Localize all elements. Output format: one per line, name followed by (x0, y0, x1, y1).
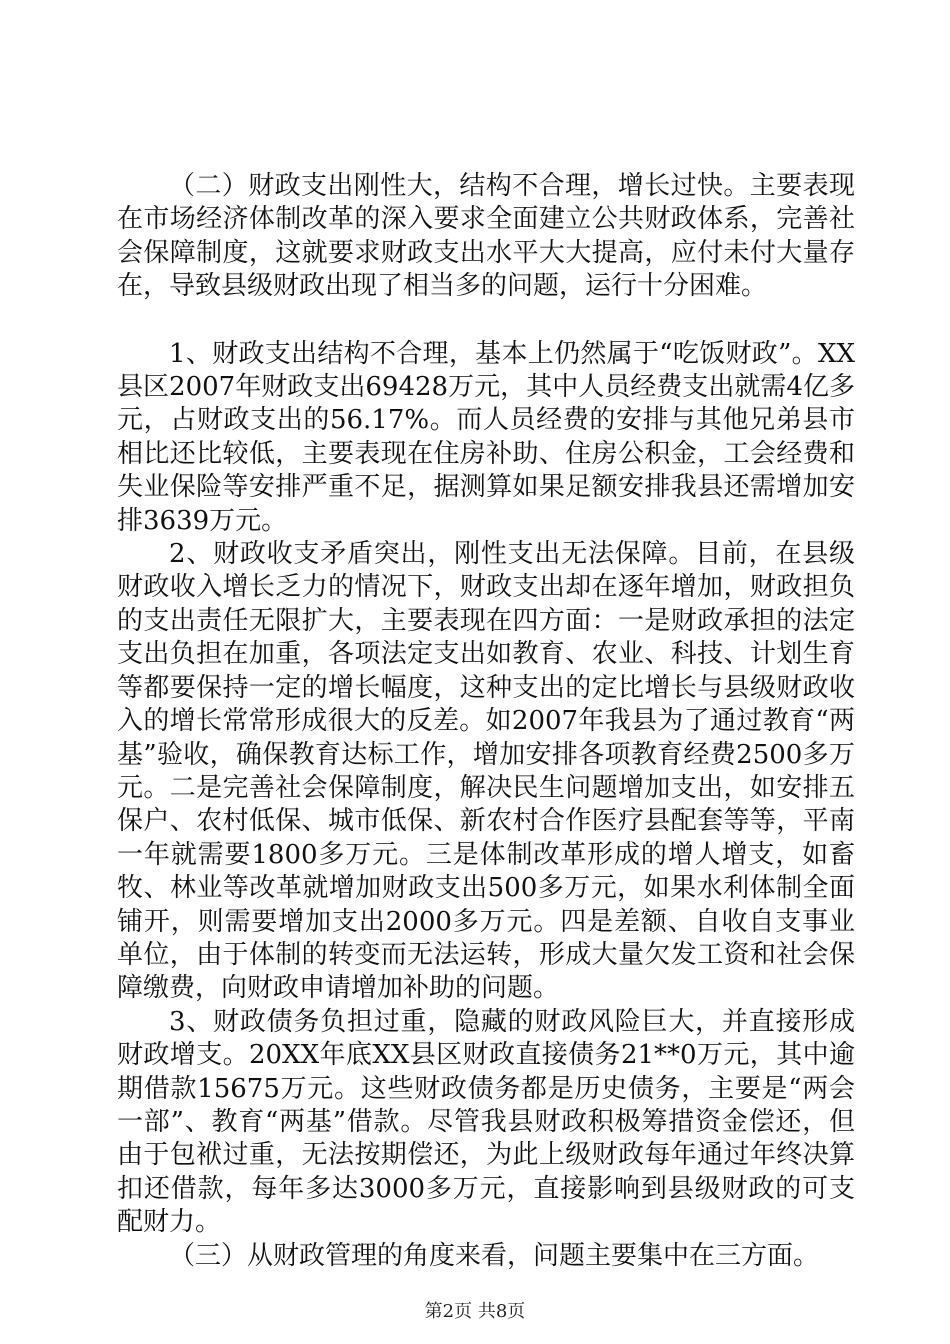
paragraph-section-3: （三）从财政管理的角度来看，问题主要集中在三方面。 (169, 1240, 820, 1271)
document-body (117, 170, 855, 1273)
paragraph-section-2: （二）财政支出刚性大，结构不合理，增长过快。主要表现在市场经济体制改革的深入要求全面建立公共财政体系，完善社会保障制度，这就要求财政支出水平大大提高，应付未付大量存在，导致县级财政出现了相当多的问题，运行十分困难。 (117, 171, 855, 302)
paragraph-item-3: 3、财政债务负担过重，隐藏的财政风险巨大，并直接形成财政增支。20XX年底XX县区财政直接债务21**0万元，其中逾期借款15675万元。这些财政债务都是历史债务，主要是“两会一部”、教育“两基”借款。尽管我县财政积极筹措资金偿还，但由于包袱过重，无法按期偿还，为此上级财政每年通过年终决算扣还借款，每年多达3000多万元，直接影响到县级财政的可支配财力。 (117, 1006, 855, 1238)
page-number-footer: 第2页 共8页 (424, 1301, 526, 1322)
paragraph-item-2: 2、财政收支矛盾突出，刚性支出无法保障。目前，在县级财政收入增长乏力的情况下，财政支出却在逐年增加，财政担负的支出责任无限扩大，主要表现在四方面：一是财政承担的法定支出负担在加重，各项法定支出如教育、农业、科技、计划生育等都要保持一定的增长幅度，这种支出的定比增长与县级财政收入的增长常常形成很大的反差。如2007年我县为了通过教育“两基”验收，确保教育达标工作，增加安排各项教育经费2500多万元。二是完善社会保障制度，解决民生问题增加支出，如安排五保户、农村低保、城市低保、新农村合作医疗县配套等等，平南一年就需要1800多万元。三是体制改革形成的增人增支，如畜牧、林业等改革就增加财政支出500多万元，如果水利体制全面铺开，则需要增加支出2000多万元。四是差额、自收自支事业单位，由于体制的转变而无法运转，形成大量欠发工资和社会保障缴费，向财政申请增加补助的问题。 (117, 539, 855, 1004)
paragraph-gap (117, 304, 855, 338)
paragraph-item-1: 1、财政支出结构不合理，基本上仍然属于“吃饭财政”。XX县区2007年财政支出69428万元，其中人员经费支出就需4亿多元，占财政支出的56.17%。而人员经费的安排与其他兄弟县市相比还比较低，主要表现在住房补助、住房公积金，工会经费和失业保险等安排严重不足，据测算如果足额安排我县还需增加安排3639万元。 (117, 338, 855, 536)
